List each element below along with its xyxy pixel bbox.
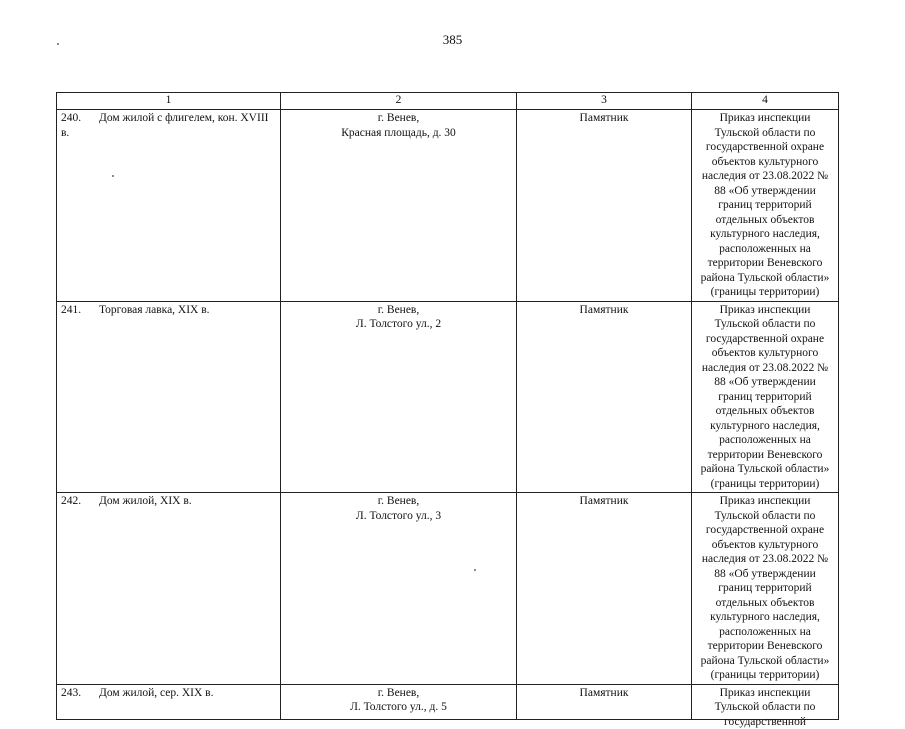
address-city: г. Венев, — [377, 303, 420, 316]
column-header-3: 3 — [517, 93, 692, 110]
table-row — [57, 493, 839, 685]
address-street: Л. Толстого ул., 2 — [355, 318, 442, 330]
row-number: 240. — [61, 112, 82, 124]
object-type-cell — [517, 684, 692, 719]
address-city: г. Венев, — [377, 686, 420, 699]
address-cell — [281, 684, 517, 719]
object-name: Дом жилой, сер. XIX в. — [99, 686, 214, 699]
object-type: Памятник — [517, 301, 692, 493]
table-header-row — [57, 93, 839, 110]
table-row — [57, 684, 839, 719]
object-type: Памятник — [517, 110, 692, 302]
table-row — [57, 301, 839, 493]
object-name-cell — [57, 301, 281, 493]
object-name-cell — [57, 493, 281, 685]
row-number: 243. — [61, 686, 82, 699]
address-cell — [281, 493, 517, 685]
address-street: Л. Толстого ул., д. 5 — [350, 701, 447, 713]
object-name-cell — [57, 684, 281, 719]
row-number: 241. — [61, 303, 82, 316]
heritage-objects-table — [56, 92, 839, 728]
protection-document: Приказ инспекции Тульской области по государственной — [714, 686, 816, 728]
address-street: Красная площадь, д. 30 — [341, 126, 456, 139]
object-name: Дом жилой, XIX в. — [99, 495, 192, 507]
object-type: Памятник — [517, 493, 692, 685]
protection-document: Приказ инспекции Тульской области по государственной охране объектов культурного наследия от 23.08.2022 № 88 «Об утверждении границ территорий отдельных объектов культурного наследия, расположенных на территории Веневского района Тульской области» (границы территории) — [692, 110, 839, 302]
protection-document: Приказ инспекции Тульской области по государственной охране объектов культурного наследия от 23.08.2022 № 88 «Об утверждении границ территорий отдельных объектов культурного наследия, расположенных на территории Веневского района Тульской области» (границы территории) — [692, 301, 839, 493]
row-number: 242. — [61, 495, 82, 507]
protection-document-cell — [692, 684, 839, 728]
address-street: Л. Толстого ул., 3 — [355, 509, 442, 522]
object-name-cell — [57, 110, 281, 302]
column-header-2: 2 — [281, 93, 517, 110]
address-cell — [281, 301, 517, 493]
address-cell — [281, 110, 517, 302]
scan-speck — [57, 43, 59, 45]
table-row — [57, 110, 839, 302]
address-city: г. Венев, — [377, 112, 420, 124]
address-city: г. Венев, — [377, 495, 420, 507]
page-number: 385 — [442, 32, 463, 47]
object-name: Дом жилой с флигелем, кон. XVIII в. — [61, 112, 269, 139]
column-header-4: 4 — [692, 93, 839, 110]
object-type: Памятник — [579, 686, 629, 699]
column-header-1: 1 — [57, 93, 281, 110]
object-name: Торговая лавка, XIX в. — [99, 303, 210, 316]
protection-document: Приказ инспекции Тульской области по государственной охране объектов культурного наследия от 23.08.2022 № 88 «Об утверждении границ территорий отдельных объектов культурного наследия, расположенных на территории Веневского района Тульской области» (границы территории) — [692, 493, 839, 685]
